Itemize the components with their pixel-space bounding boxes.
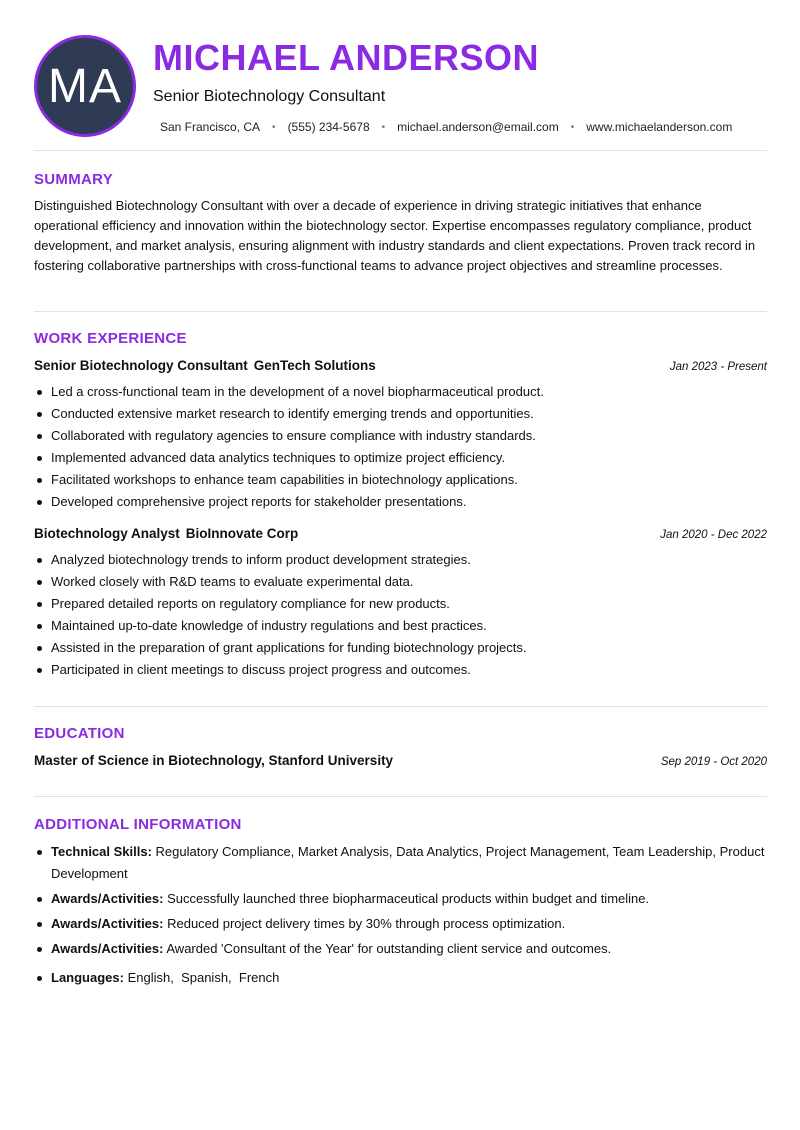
list-item: Worked closely with R&D teams to evaluate experimental data. bbox=[34, 571, 769, 593]
list-item: Developed comprehensive project reports for stakeholder presentations. bbox=[34, 491, 769, 513]
item-label: Awards/Activities: bbox=[51, 941, 164, 956]
contact-bar bbox=[160, 120, 732, 134]
item-text: Reduced project delivery times by 30% through process optimization. bbox=[167, 916, 566, 931]
divider bbox=[34, 150, 767, 151]
list-item bbox=[34, 841, 769, 885]
separator-dot: • bbox=[570, 121, 575, 133]
contact-location: San Francisco, CA bbox=[160, 120, 261, 134]
contact-website[interactable]: www.michaelanderson.com bbox=[586, 120, 733, 134]
item-text: Regulatory Compliance, Market Analysis, Data Analytics, Project Management, Team Leadership, Product Development bbox=[51, 844, 765, 881]
item-label: Awards/Activities: bbox=[51, 891, 164, 906]
list-item: Assisted in the preparation of grant applications for funding biotechnology projects. bbox=[34, 637, 769, 659]
divider bbox=[34, 311, 767, 312]
divider bbox=[34, 796, 767, 797]
education-heading: EDUCATION bbox=[34, 725, 125, 742]
job-title-line bbox=[34, 526, 298, 541]
list-item: Maintained up-to-date knowledge of industry regulations and best practices. bbox=[34, 615, 769, 637]
job-title-line bbox=[34, 358, 376, 373]
education-dates: Sep 2019 - Oct 2020 bbox=[660, 756, 767, 768]
divider bbox=[34, 706, 767, 707]
contact-email[interactable]: michael.anderson@email.com bbox=[397, 120, 559, 134]
item-label: Technical Skills: bbox=[51, 844, 152, 859]
job-bullets bbox=[34, 549, 769, 681]
job-title: Senior Biotechnology Consultant bbox=[34, 358, 248, 373]
item-label: Awards/Activities: bbox=[51, 916, 164, 931]
avatar-initials: MA bbox=[48, 59, 122, 113]
list-item bbox=[34, 888, 769, 910]
job-dates: Jan 2023 - Present bbox=[669, 361, 767, 373]
list-item: Led a cross-functional team in the development of a novel biopharmaceutical product. bbox=[34, 381, 769, 403]
list-item bbox=[34, 913, 769, 935]
job-bullets bbox=[34, 381, 769, 513]
summary-text: Distinguished Biotechnology Consultant with over a decade of experience in driving strategic initiatives that enhance operational efficiency and innovation within the biotechnology sector. Expertise encompasses regulatory compliance, product development, and market analysis, ensuring alignment with industry standards and client expectations. Proven track record in fostering collaborative partnerships with cross-functional teams to advance project objectives and streamline processes. bbox=[34, 198, 756, 273]
education-entry bbox=[34, 753, 767, 768]
candidate-name: MICHAEL ANDERSON bbox=[153, 37, 540, 78]
item-label: Languages: bbox=[51, 970, 124, 985]
additional-list bbox=[34, 841, 769, 989]
list-item bbox=[34, 967, 769, 989]
list-item: Analyzed biotechnology trends to inform product development strategies. bbox=[34, 549, 769, 571]
candidate-title: Senior Biotechnology Consultant bbox=[153, 88, 386, 105]
avatar bbox=[34, 35, 136, 137]
separator-dot: • bbox=[272, 121, 276, 133]
job-header bbox=[34, 358, 767, 373]
summary-heading: SUMMARY bbox=[34, 171, 114, 188]
list-item: Conducted extensive market research to identify emerging trends and opportunities. bbox=[34, 403, 769, 425]
list-item bbox=[34, 938, 769, 960]
job-title: Biotechnology Analyst bbox=[34, 526, 180, 541]
list-item: Implemented advanced data analytics techniques to optimize project efficiency. bbox=[34, 447, 769, 469]
item-text: English, Spanish, French bbox=[127, 970, 280, 985]
list-item: Participated in client meetings to discuss project progress and outcomes. bbox=[34, 659, 769, 681]
contact-phone[interactable]: (555) 234-5678 bbox=[287, 120, 370, 134]
list-item: Prepared detailed reports on regulatory compliance for new products. bbox=[34, 593, 769, 615]
job-dates: Jan 2020 - Dec 2022 bbox=[660, 529, 767, 541]
item-text: Awarded 'Consultant of the Year' for outstanding client service and outcomes. bbox=[166, 941, 612, 956]
job-company: BioInnovate Corp bbox=[185, 526, 299, 541]
list-item: Collaborated with regulatory agencies to ensure compliance with industry standards. bbox=[34, 425, 769, 447]
job-company: GenTech Solutions bbox=[253, 358, 376, 373]
list-item: Facilitated workshops to enhance team capabilities in biotechnology applications. bbox=[34, 469, 769, 491]
additional-heading: ADDITIONAL INFORMATION bbox=[34, 816, 242, 833]
experience-heading: WORK EXPERIENCE bbox=[34, 330, 187, 347]
job-header bbox=[34, 526, 767, 541]
item-text: Successfully launched three biopharmaceutical products within budget and timeline. bbox=[167, 891, 650, 906]
separator-dot: • bbox=[381, 121, 386, 133]
education-degree: Master of Science in Biotechnology, Stanford University bbox=[34, 753, 394, 768]
